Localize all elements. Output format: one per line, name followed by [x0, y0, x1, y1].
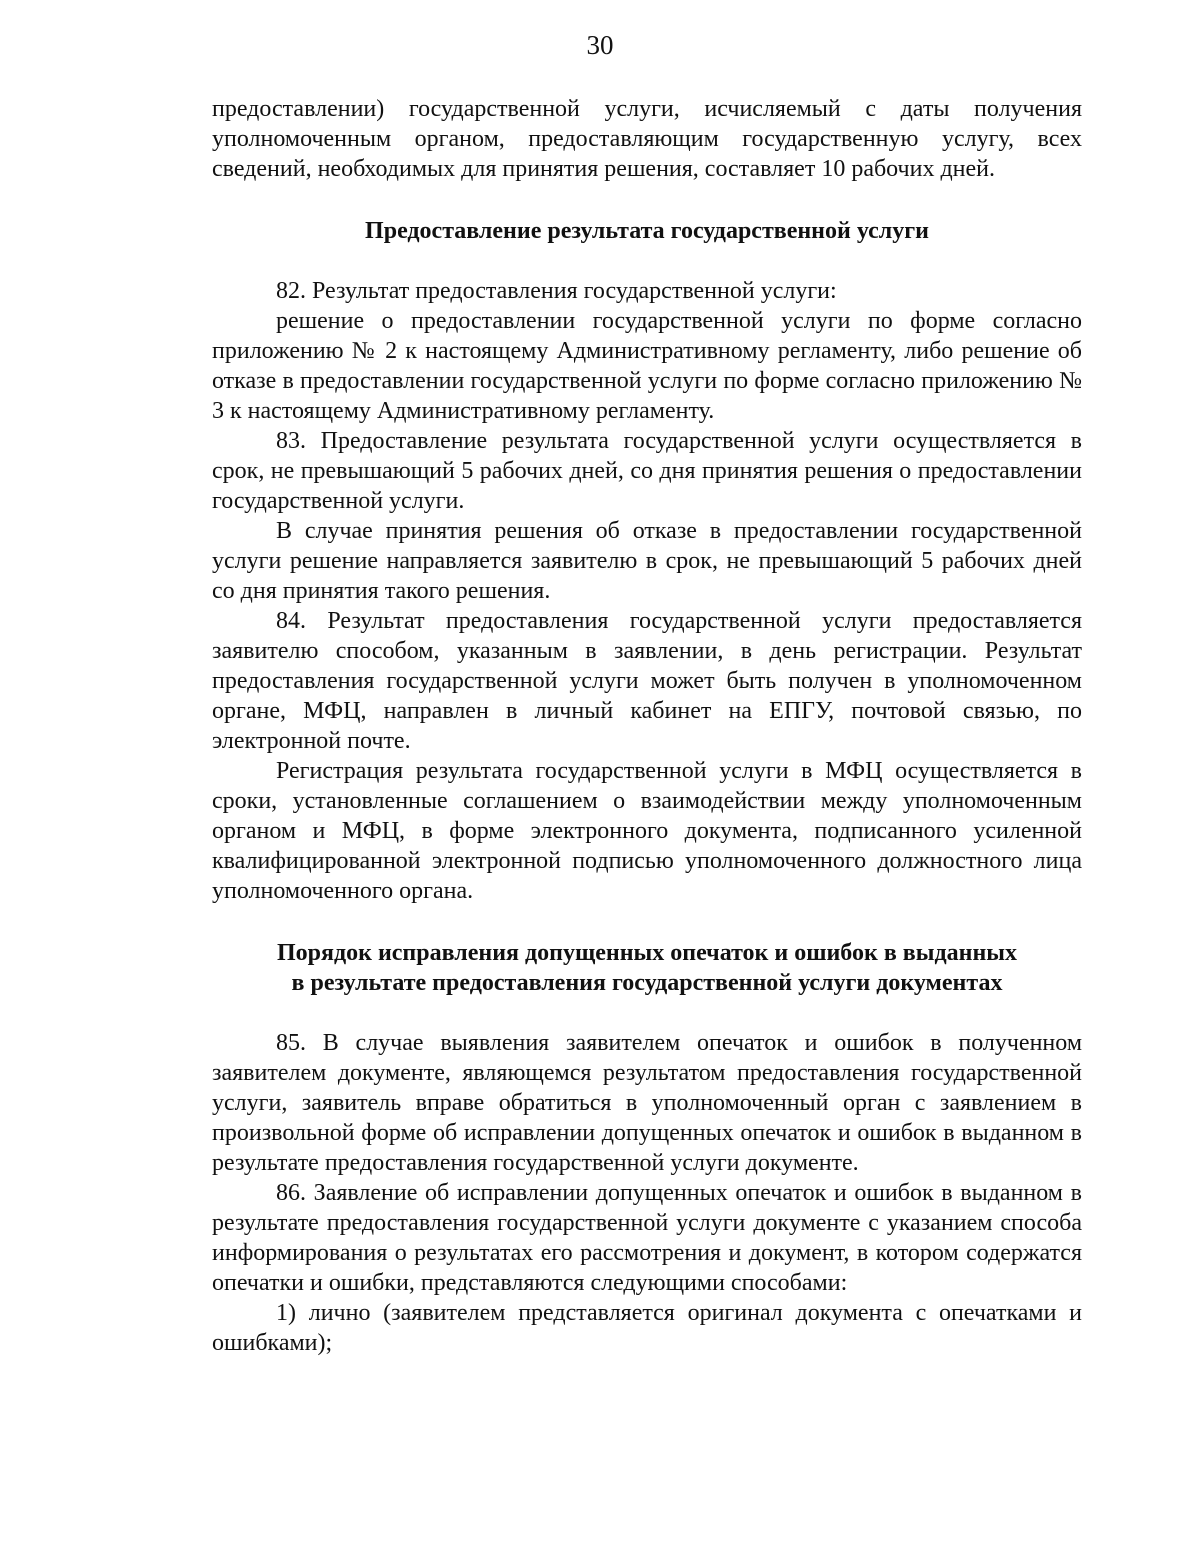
paragraph-85: 85. В случае выявления заявителем опечаток и ошибок в полученном заявителем документе, являющемся результатом предоставления государственной услуги, заявитель вправе обратиться в уполномоченный орган с заявлением в произвольной форме об исправлении допущенных опечаток и ошибок в выданном в результате предоставления государственной услуги документе.: [212, 1030, 1082, 1176]
paragraph-continuation: предоставлении) государственной услуги, исчисляемый с даты получения уполномоченным органом, предоставляющим государственную услугу, всех сведений, необходимых для принятия решения, составляет 10 рабочих дней.: [212, 96, 1082, 182]
section-heading-result: Предоставление результата государственной услуги: [365, 218, 929, 244]
paragraph-86: 86. Заявление об исправлении допущенных опечаток и ошибок в выданном в результате предоставления государственной услуги документе с указанием способа информирования о результатах его рассмотрения и документ, в котором содержатся опечатки и ошибки, представляются следующими способами:: [212, 1180, 1082, 1296]
heading-line-2: в результате предоставления государственной услуги документах: [291, 970, 1003, 996]
section-heading-corrections: [212, 938, 1082, 998]
document-body: [212, 94, 1082, 1358]
paragraph-84: 84. Результат предоставления государственной услуги предоставляется заявителю способом, указанным в заявлении, в день регистрации. Результат предоставления государственной услуги может быть получен в уполномоченном органе, МФЦ, направлен в личный кабинет на ЕПГУ, почтовой связью, по электронной почте.: [212, 608, 1082, 754]
paragraph-86-item-1: 1) лично (заявителем представляется оригинал документа с опечатками и ошибками);: [212, 1300, 1082, 1356]
paragraph-82: 82. Результат предоставления государственной услуги:: [276, 278, 837, 304]
paragraph-83: 83. Предоставление результата государственной услуги осуществляется в срок, не превышающий 5 рабочих дней, со дня принятия решения о предоставлении государственной услуги.: [212, 428, 1082, 514]
paragraph-84-registration: Регистрация результата государственной услуги в МФЦ осуществляется в сроки, установленные соглашением о взаимодействии между уполномоченным органом и МФЦ, в форме электронного документа, подписанного усиленной квалифицированной электронной подписью уполномоченного должностного лица уполномоченного органа.: [212, 758, 1082, 904]
paragraph-83-refusal: В случае принятия решения об отказе в предоставлении государственной услуги решение направляется заявителю в срок, не превышающий 5 рабочих дней со дня принятия такого решения.: [212, 518, 1082, 604]
paragraph-82-decision: решение о предоставлении государственной услуги по форме согласно приложению № 2 к настоящему Административному регламенту, либо решение об отказе в предоставлении государственной услуги по форме согласно приложению № 3 к настоящему Административному регламенту.: [212, 308, 1082, 424]
heading-line-1: Порядок исправления допущенных опечаток и ошибок в выданных: [276, 940, 1018, 966]
page-number: 30: [586, 30, 614, 60]
